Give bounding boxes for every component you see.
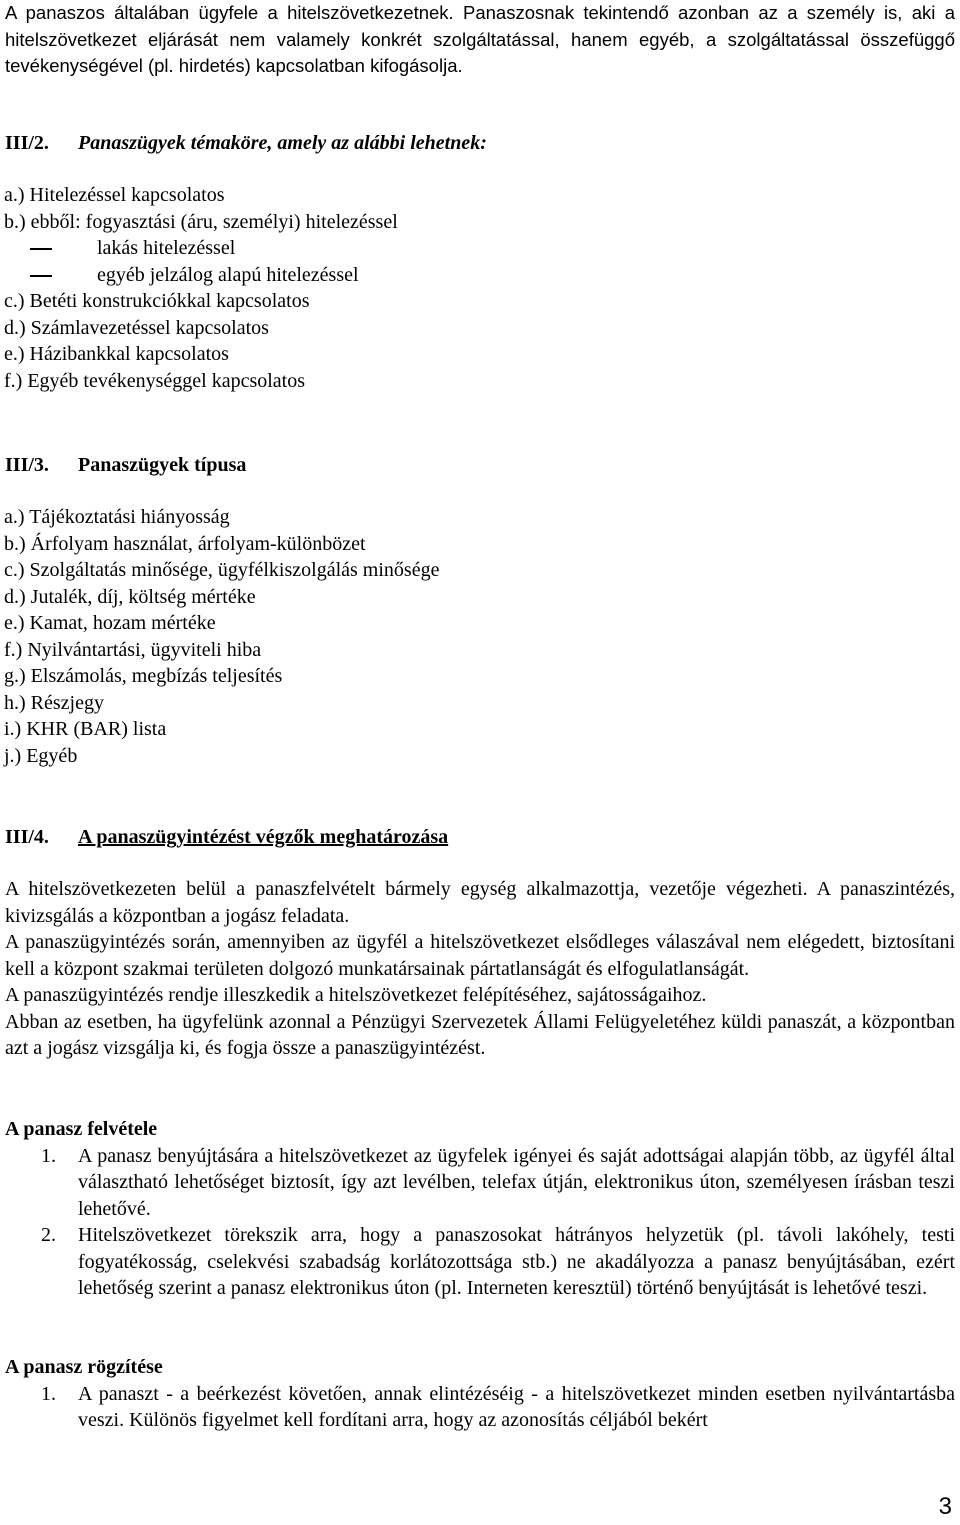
- section-3-title: Panaszügyek típusa: [78, 454, 247, 476]
- rogzites-title: A panasz rögzítése: [5, 1356, 163, 1378]
- intro-paragraph: A panaszos általában ügyfele a hitelszövetkezetnek. Panaszosnak tekintendő azonban az a személy is, aki a hitelszövetkezet eljárását nem valamely konkrét szolgáltatással, hanem egyéb, a szolgáltatással összefüggő tevékenységével (pl. hirdetés) kapcsolatban kifogásolja.: [5, 2, 955, 76]
- list-item: b.) Árfolyam használat, árfolyam-különbözet: [4, 532, 366, 555]
- section-3-list: [4, 504, 439, 769]
- list-item: 1. A panaszt - a beérkezést követően, annak elintézéséig - a hitelszövetkezet minden esetben nyilvántartásba veszi. Különös figyelmet kell fordítani arra, hogy az azonosítás céljából bekért: [41, 1382, 955, 1431]
- sub-list-item: lakás hitelezéssel: [4, 235, 398, 262]
- felvetel-list: [5, 1143, 955, 1302]
- dash-bullet: [30, 275, 52, 277]
- list-item: 1. A panasz benyújtására a hitelszövetkezet az ügyfelek igényei és saját adottságai alapján több, az ügyfél által választható lehetőséget biztosít, így azt levélben, telefax útján, elektronikus úton, személyesen írásban teszi lehetővé.: [41, 1144, 955, 1220]
- section-4-heading: [5, 824, 448, 851]
- section-4-paragraph: A panaszügyintézés során, amennyiben az ügyfél a hitelszövetkezet elsődleges válaszával nem elégedett, biztosítani kell a központ szakmai területen dolgozó munkatársainak pártatlanságát és elfogulatlanságát.: [5, 931, 955, 980]
- section-4-body: [5, 876, 955, 1062]
- list-item: f.) Nyilvántartási, ügyviteli hiba: [4, 638, 262, 661]
- section-4-title: A panaszügyintézést végzők meghatározása: [78, 826, 449, 848]
- section-4-paragraph: Abban az esetben, ha ügyfelünk azonnal a Pénzügyi Szervezetek Állami Felügyeletéhez küldi panaszát, a központban azt a jogász vizsgálja ki, és fogja össze a panaszügyintézést.: [5, 1010, 955, 1059]
- list-item: d.) Jutalék, díj, költség mértéke: [4, 585, 256, 608]
- list-item: i.) KHR (BAR) lista: [4, 718, 167, 740]
- list-item: a.) Tájékoztatási hiányosság: [4, 506, 230, 528]
- section-2-number: III/2.: [5, 132, 49, 154]
- list-item: d.) Számlavezetéssel kapcsolatos: [4, 316, 269, 339]
- rogzites-list: [5, 1381, 955, 1434]
- section-4-paragraph: A panaszügyintézés rendje illeszkedik a hitelszövetkezet felépítéséhez, sajátosságaihoz.: [5, 984, 707, 1006]
- page-number: 3: [938, 1493, 952, 1520]
- felvetel-section: [5, 1116, 955, 1302]
- section-3-number: III/3.: [5, 454, 49, 476]
- list-item: c.) Szolgáltatás minősége, ügyfélkiszolgálás minősége: [4, 559, 440, 581]
- list-item: c.) Betéti konstrukciókkal kapcsolatos: [4, 290, 310, 312]
- felvetel-title: A panasz felvétele: [5, 1118, 158, 1140]
- list-item: h.) Részjegy: [4, 691, 104, 714]
- list-item: g.) Elszámolás, megbízás teljesítés: [4, 665, 283, 687]
- section-4-number: III/4.: [5, 826, 49, 848]
- list-item: a.) Hitelezéssel kapcsolatos: [4, 184, 225, 206]
- section-4-paragraph: A hitelszövetkezeten belül a panaszfelvételt bármely egység alkalmazottja, vezetője végezheti. A panaszintézés, kivizsgálás a központban a jogász feladata.: [5, 878, 955, 927]
- dash-bullet: [30, 248, 52, 250]
- list-item: b.) ebből: fogyasztási (áru, személyi) hitelezéssel: [4, 210, 398, 233]
- section-2-heading: [5, 130, 487, 157]
- list-item: j.) Egyéb: [4, 744, 78, 767]
- section-2-list: [4, 182, 398, 394]
- list-item: e.) Házibankkal kapcsolatos: [4, 343, 229, 365]
- list-item: f.) Egyéb tevékenységgel kapcsolatos: [4, 369, 306, 392]
- rogzites-section: [5, 1354, 955, 1434]
- sub-list-item: egyéb jelzálog alapú hitelezéssel: [4, 262, 398, 289]
- section-3-heading: [5, 452, 246, 479]
- list-item: e.) Kamat, hozam mértéke: [4, 612, 216, 634]
- section-2-title: Panaszügyek témaköre, amely az alábbi lehetnek:: [78, 132, 487, 154]
- list-item: 2. Hitelszövetkezet törekszik arra, hogy a panaszosokat hátrányos helyzetük (pl. távoli lakóhely, testi fogyatékosság, cselekvési szabadság korlátozottsága stb.) ne akadályozza a panasz benyújtásában, ezért lehetőség szerint a panasz elektronikus úton (pl. Interneten keresztül) történő benyújtását is lehetővé teszi.: [41, 1224, 955, 1299]
